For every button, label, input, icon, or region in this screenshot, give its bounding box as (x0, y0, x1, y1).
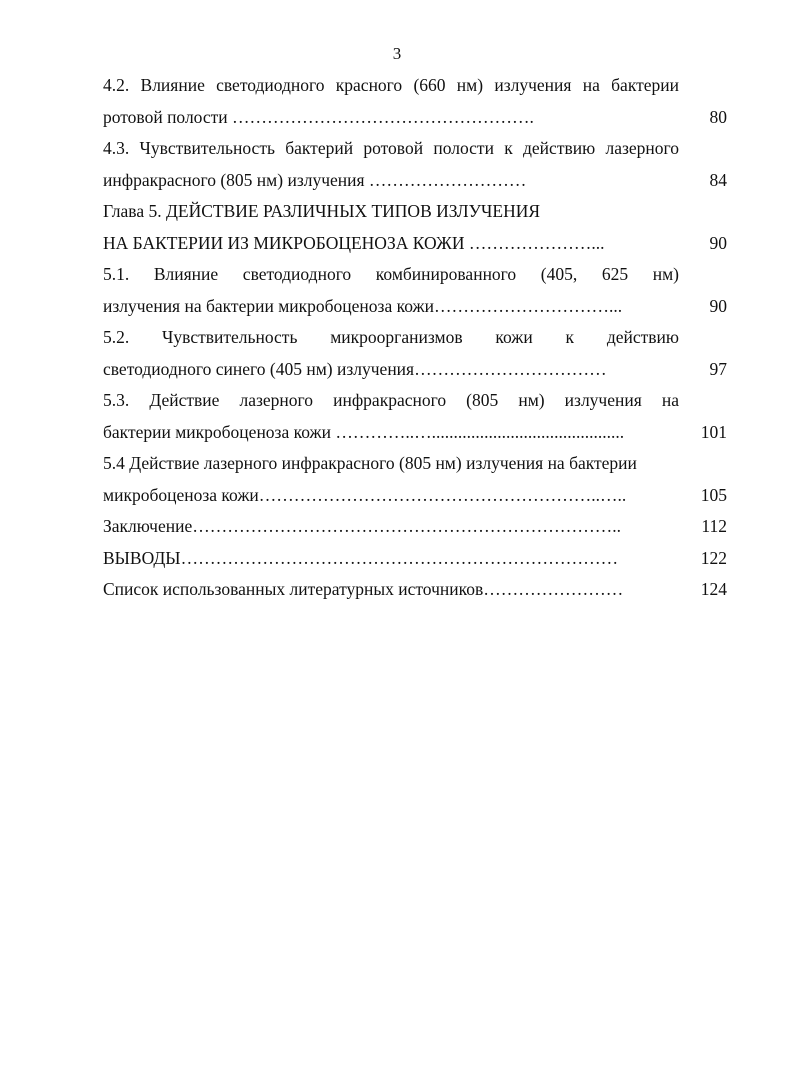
toc-entry-title-cont: излучения на бактерии микробоценоза кожи…………………………... (103, 295, 623, 316)
toc-entry-5-2-line1 (103, 322, 727, 354)
toc-entry-title-cont: светодиодного синего (405 нм) излучения…………………………… (103, 358, 607, 379)
toc-entry-title-cont: микробоценоза кожи…………………………………………………..….. (103, 484, 627, 505)
toc-entry-title: 5.1. Влияние светодиодного комбинированного (405, 625 нм) (103, 264, 679, 284)
toc-page-number: 90 (709, 295, 727, 316)
toc-entry-4-3-line2 (103, 165, 727, 197)
toc-chapter-title: Глава 5. ДЕЙСТВИЕ РАЗЛИЧНЫХ ТИПОВ ИЗЛУЧЕНИЯ (103, 201, 541, 221)
page-number: 3 (392, 44, 402, 63)
toc-page-number: 80 (709, 106, 727, 127)
table-of-contents (103, 70, 727, 606)
toc-entry-title: 5.2. Чувствительность микроорганизмов кожи к действию (103, 327, 679, 347)
toc-page-number: 112 (701, 516, 727, 536)
toc-entry-5-4-line2 (103, 480, 727, 512)
toc-page-number: 122 (700, 547, 727, 568)
toc-entry-findings (103, 543, 727, 575)
toc-page-number: 84 (709, 169, 727, 190)
toc-entry-title-cont: инфракрасного (805 нм) излучения ……………………… (103, 169, 527, 190)
toc-entry-5-3-line2 (103, 417, 727, 449)
toc-entry-4-3-line1 (103, 133, 727, 165)
toc-entry-title: 5.4 Действие лазерного инфракрасного (805 нм) излучения на бактерии (103, 453, 637, 473)
toc-entry-5-1-line1 (103, 259, 727, 291)
toc-page-number: 90 (709, 232, 727, 253)
toc-chapter-5-line2 (103, 228, 727, 260)
toc-entry-title: 4.2. Влияние светодиодного красного (660 нм) излучения на бактерии (103, 75, 679, 95)
toc-entry-title: ВЫВОДЫ………………………………………………………………… (103, 547, 619, 568)
toc-entry-title-cont: ротовой полости ……………………………………………. (103, 106, 534, 127)
toc-entry-5-4-line1 (103, 448, 727, 480)
toc-page-number: 97 (709, 358, 727, 379)
toc-page-number: 124 (700, 579, 727, 599)
toc-page-number: 105 (700, 484, 727, 505)
toc-entry-references (103, 574, 727, 606)
toc-entry-4-2-line2 (103, 102, 727, 134)
toc-entry-5-2-line2 (103, 354, 727, 386)
toc-page-number: 101 (700, 421, 727, 442)
toc-entry-5-1-line2 (103, 291, 727, 323)
toc-entry-title: Заключение……………………………………………………………….. (103, 516, 621, 536)
toc-entry-5-3-line1 (103, 385, 727, 417)
toc-entry-title: 4.3. Чувствительность бактерий ротовой полости к действию лазерного (103, 138, 679, 158)
toc-chapter-5-line1 (103, 196, 727, 228)
toc-entry-title: Список использованных литературных источников…………………… (103, 579, 624, 599)
toc-entry-title: 5.3. Действие лазерного инфракрасного (805 нм) излучения на (103, 390, 679, 410)
toc-chapter-title-cont: НА БАКТЕРИИ ИЗ МИКРОБОЦЕНОЗА КОЖИ …………………... (103, 232, 605, 253)
toc-entry-conclusion (103, 511, 727, 543)
toc-entry-4-2-line1 (103, 70, 727, 102)
toc-entry-title-cont: бактерии микробоценоза кожи …………..…............................................ (103, 421, 625, 442)
